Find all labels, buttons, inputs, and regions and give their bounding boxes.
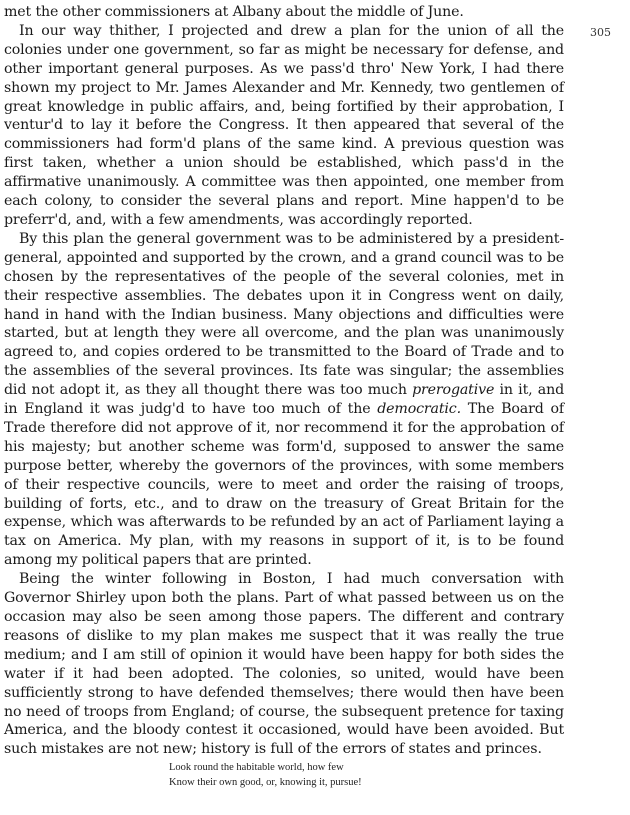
paragraph-winter-boston [4, 570, 564, 759]
paragraph-general-government [4, 230, 564, 570]
paragraph-text: In our way thither, I projected and drew a plan for the union of all the colonies under one government, so far as might be necessary for defense, and other important general purposes. As we pass'd thro' New York, I had there shown my project to Mr. James Alexander and Mr. Kennedy, two gentlemen of great knowledge in public affairs, and, being fortified by their approbation, I ventur'd to lay it before the Congress. It then appeared that several of the commissioners had form'd plans of the same kind. A previous question was first taken, whether a union should be established, which pass'd in the affirmative unanimously. A committee was then appointed, one member from each colony, to consider the several plans and report. Mine happen'd to be preferr'd, and, with a few amendments, was accordingly reported. [4, 22, 564, 228]
page-number: 305 [590, 26, 611, 39]
paragraph-text: in it, and in England it was judg'd to have too much of the [4, 382, 564, 418]
emphasis-prerogative: prerogative [412, 382, 495, 399]
verse-quotation [169, 760, 362, 790]
verse-line: Know their own good, or, knowing it, pursue! [169, 777, 362, 788]
paragraph-text: Being the winter following in Boston, I had much conversation with Governor Shirley upon both the plans. Part of what passed between us on the occasion may also be seen among those papers. The different and contrary reasons of dislike to my plan makes me suspect that it was really the true medium; and I am still of opinion it would have been happy for both sides the water if it had been adopted. The colonies, so united, would have been sufficiently strong to have defended themselves; there would then have been no need of troops from England; of course, the subsequent pretence for taxing America, and the bloody contest it occasioned, would have been avoided. But such mistakes are not new; history is full of the errors of states and princes. [4, 571, 564, 758]
body-text [4, 3, 564, 759]
verse-line: Look round the habitable world, how few [169, 762, 344, 773]
paragraph-continuation: met the other commissioners at Albany about the middle of June. [4, 4, 464, 20]
paragraph-plan-of-union [4, 22, 564, 230]
paragraph-text: The Board of Trade therefore did not approve of it, nor recommend it for the approbation of his majesty; but another scheme was form'd, supposed to answer the same purpose better, whereby the governors of the provinces, with some members of their respective councils, were to meet and order the raising of troops, building of forts, etc., and to draw on the treasury of Great Britain for the expense, which was afterwards to be refunded by an act of Parliament laying a tax on America. My plan, with my reasons in support of it, is to be found among my political papers that are printed. [4, 401, 564, 569]
paragraph-text: By this plan the general government was to be administered by a president-general, appointed and supported by the crown, and a grand council was to be chosen by the representatives of the people of the several colonies, met in their respective assemblies. The debates upon it in Congress went on daily, hand in hand with the Indian business. Many objections and difficulties were started, but at length they were all overcome, and the plan was unanimously agreed to, and copies ordered to be transmitted to the Board of Trade and to the assemblies of the several provinces. Its fate was singular; the assemblies did not adopt it, as they all thought there was too much [4, 230, 564, 399]
emphasis-democratic: democratic. [377, 401, 461, 418]
